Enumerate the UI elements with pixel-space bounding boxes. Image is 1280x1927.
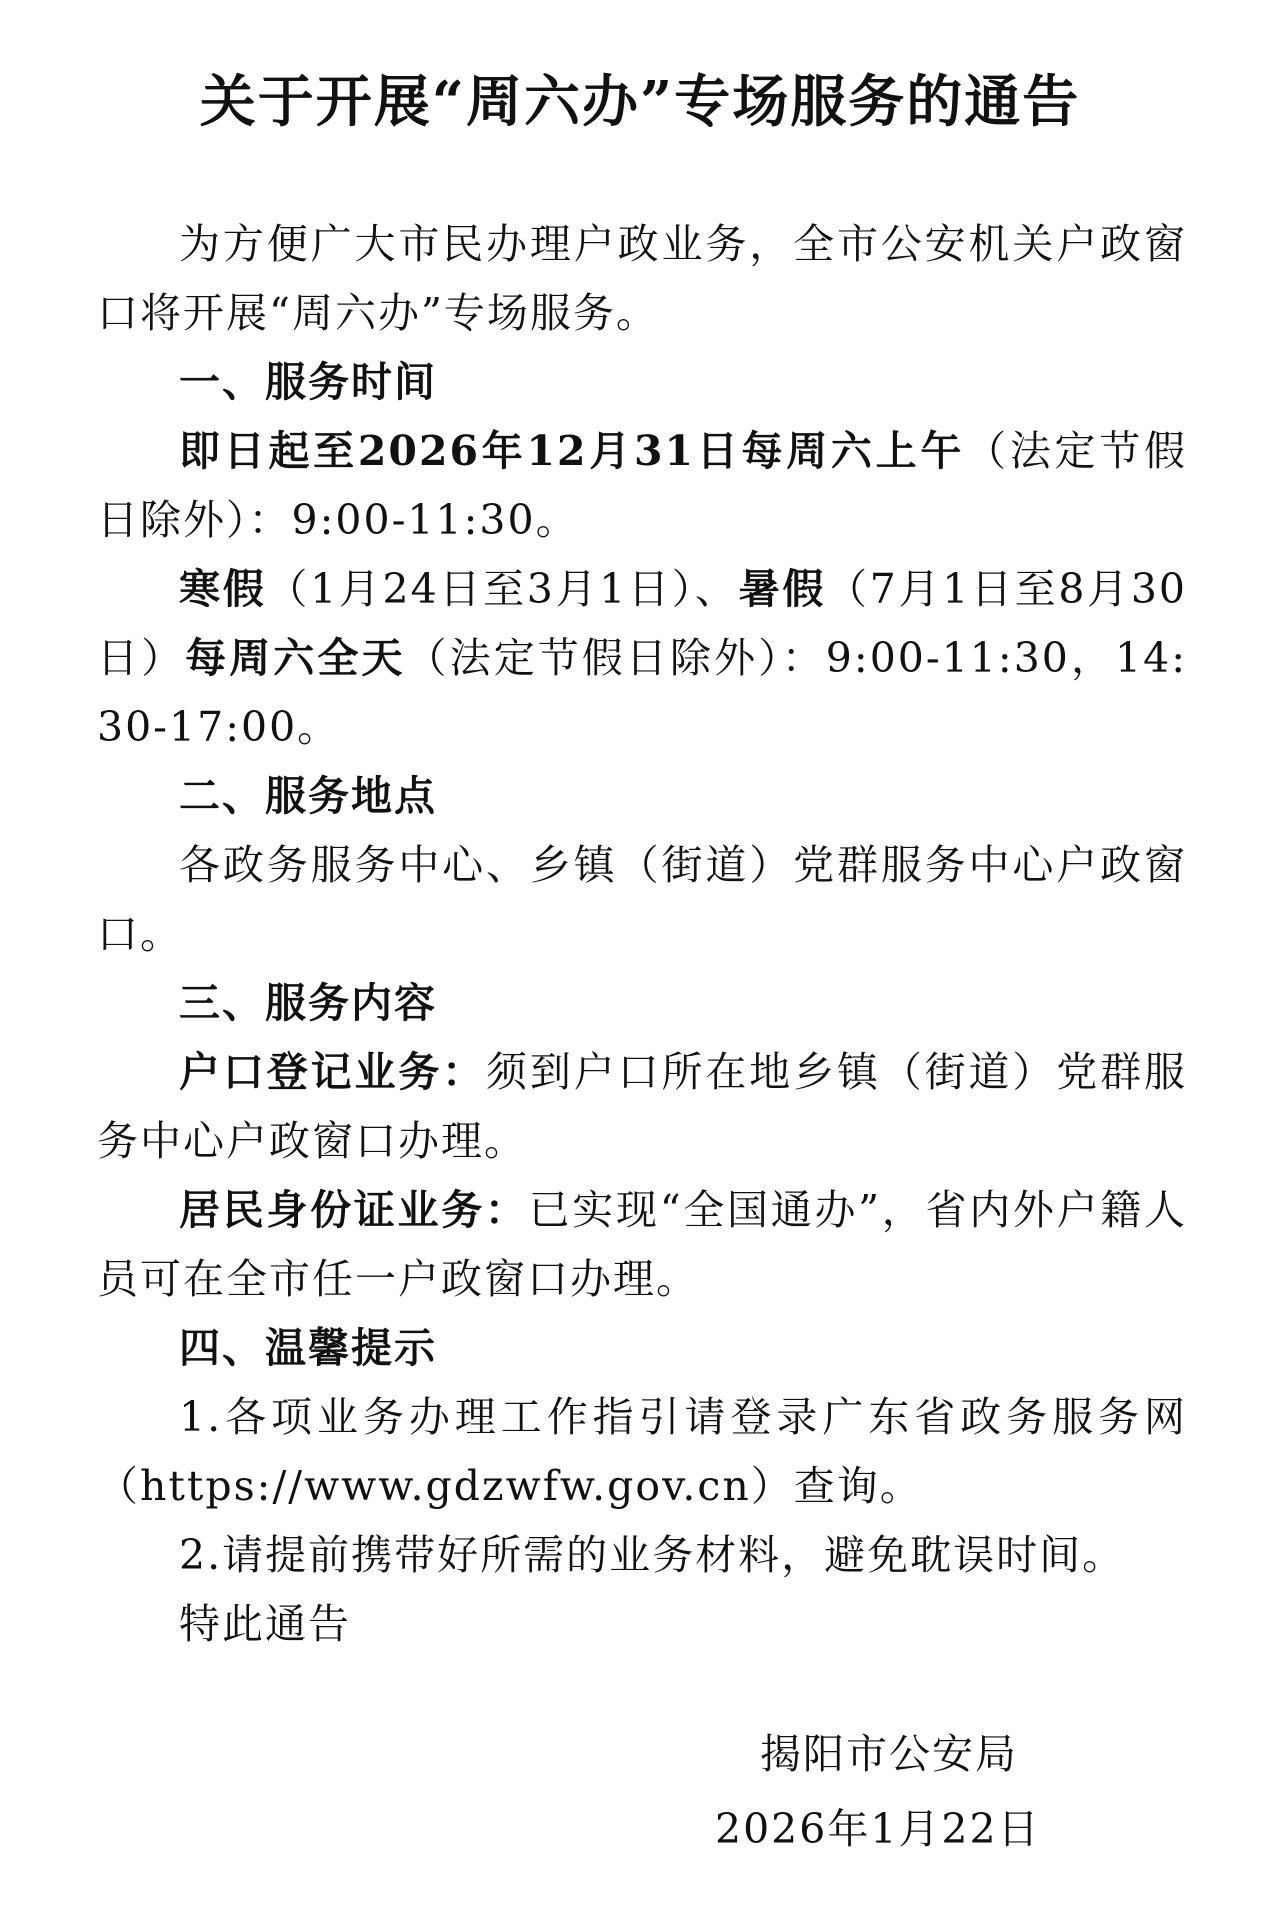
section-heading-service-time: 一、服务时间 (179, 358, 437, 406)
winter-break-label: 寒假 (179, 565, 267, 613)
section-heading-service-content: 三、服务内容 (179, 979, 437, 1027)
household-registration-text: 须到户口所在地乡镇（街道）党群服务中心户政窗口办理。 (97, 1048, 1187, 1165)
tip-1-paragraph: 1.各项业务办理工作指引请登录广东省政务服务网（https://www.gdzwfw.gov.cn）查询。 (97, 1393, 1187, 1510)
notice-title: 关于开展“周六办”专场服务的通告 (199, 69, 1081, 135)
service-time-holiday-paragraph (97, 555, 1187, 762)
service-location-paragraph: 各政务服务中心、乡镇（街道）党群服务中心户政窗口。 (97, 841, 1187, 958)
section-heading-service-location: 二、服务地点 (179, 772, 437, 820)
all-day-saturday-label: 每周六全天 (185, 634, 406, 682)
tip-2-paragraph: 2.请提前携带好所需的业务材料，避免耽误时间。 (179, 1531, 1126, 1579)
household-registration-paragraph (97, 1038, 1187, 1176)
all-day-hours-text: （法定节假日除外）：9:00-11:30，14:30-17:00。 (97, 634, 1188, 751)
summer-break-label: 暑假 (738, 565, 827, 613)
section-heading-tips: 四、温馨提示 (179, 1324, 437, 1372)
id-card-text: 已实现“全国通办”，省内外户籍人员可在全市任一户政窗口办理。 (97, 1186, 1187, 1303)
closing-paragraph: 特此通告 (179, 1600, 351, 1648)
issuing-organization: 揭阳市公安局 (760, 1730, 1018, 1778)
summer-break-dates: （7月1日至8月30日） (97, 565, 1187, 682)
issue-date: 2026年1月22日 (715, 1805, 1041, 1853)
service-time-weekly-bold: 即日起至2026年12月31日每周六上午 (179, 427, 966, 475)
service-time-weekly-paragraph (97, 417, 1187, 555)
household-registration-label: 户口登记业务： (179, 1048, 487, 1096)
id-card-paragraph (97, 1176, 1187, 1314)
intro-paragraph: 为方便广大市民办理户政业务，全市公安机关户政窗口将开展“周六办”专场服务。 (97, 220, 1187, 337)
notice-body (97, 210, 1187, 1659)
winter-break-dates: （1月24日至3月1日）、 (266, 565, 739, 613)
id-card-label: 居民身份证业务： (179, 1186, 529, 1234)
service-time-weekly-text: （法定节假日除外）：9:00-11:30。 (97, 427, 1187, 544)
